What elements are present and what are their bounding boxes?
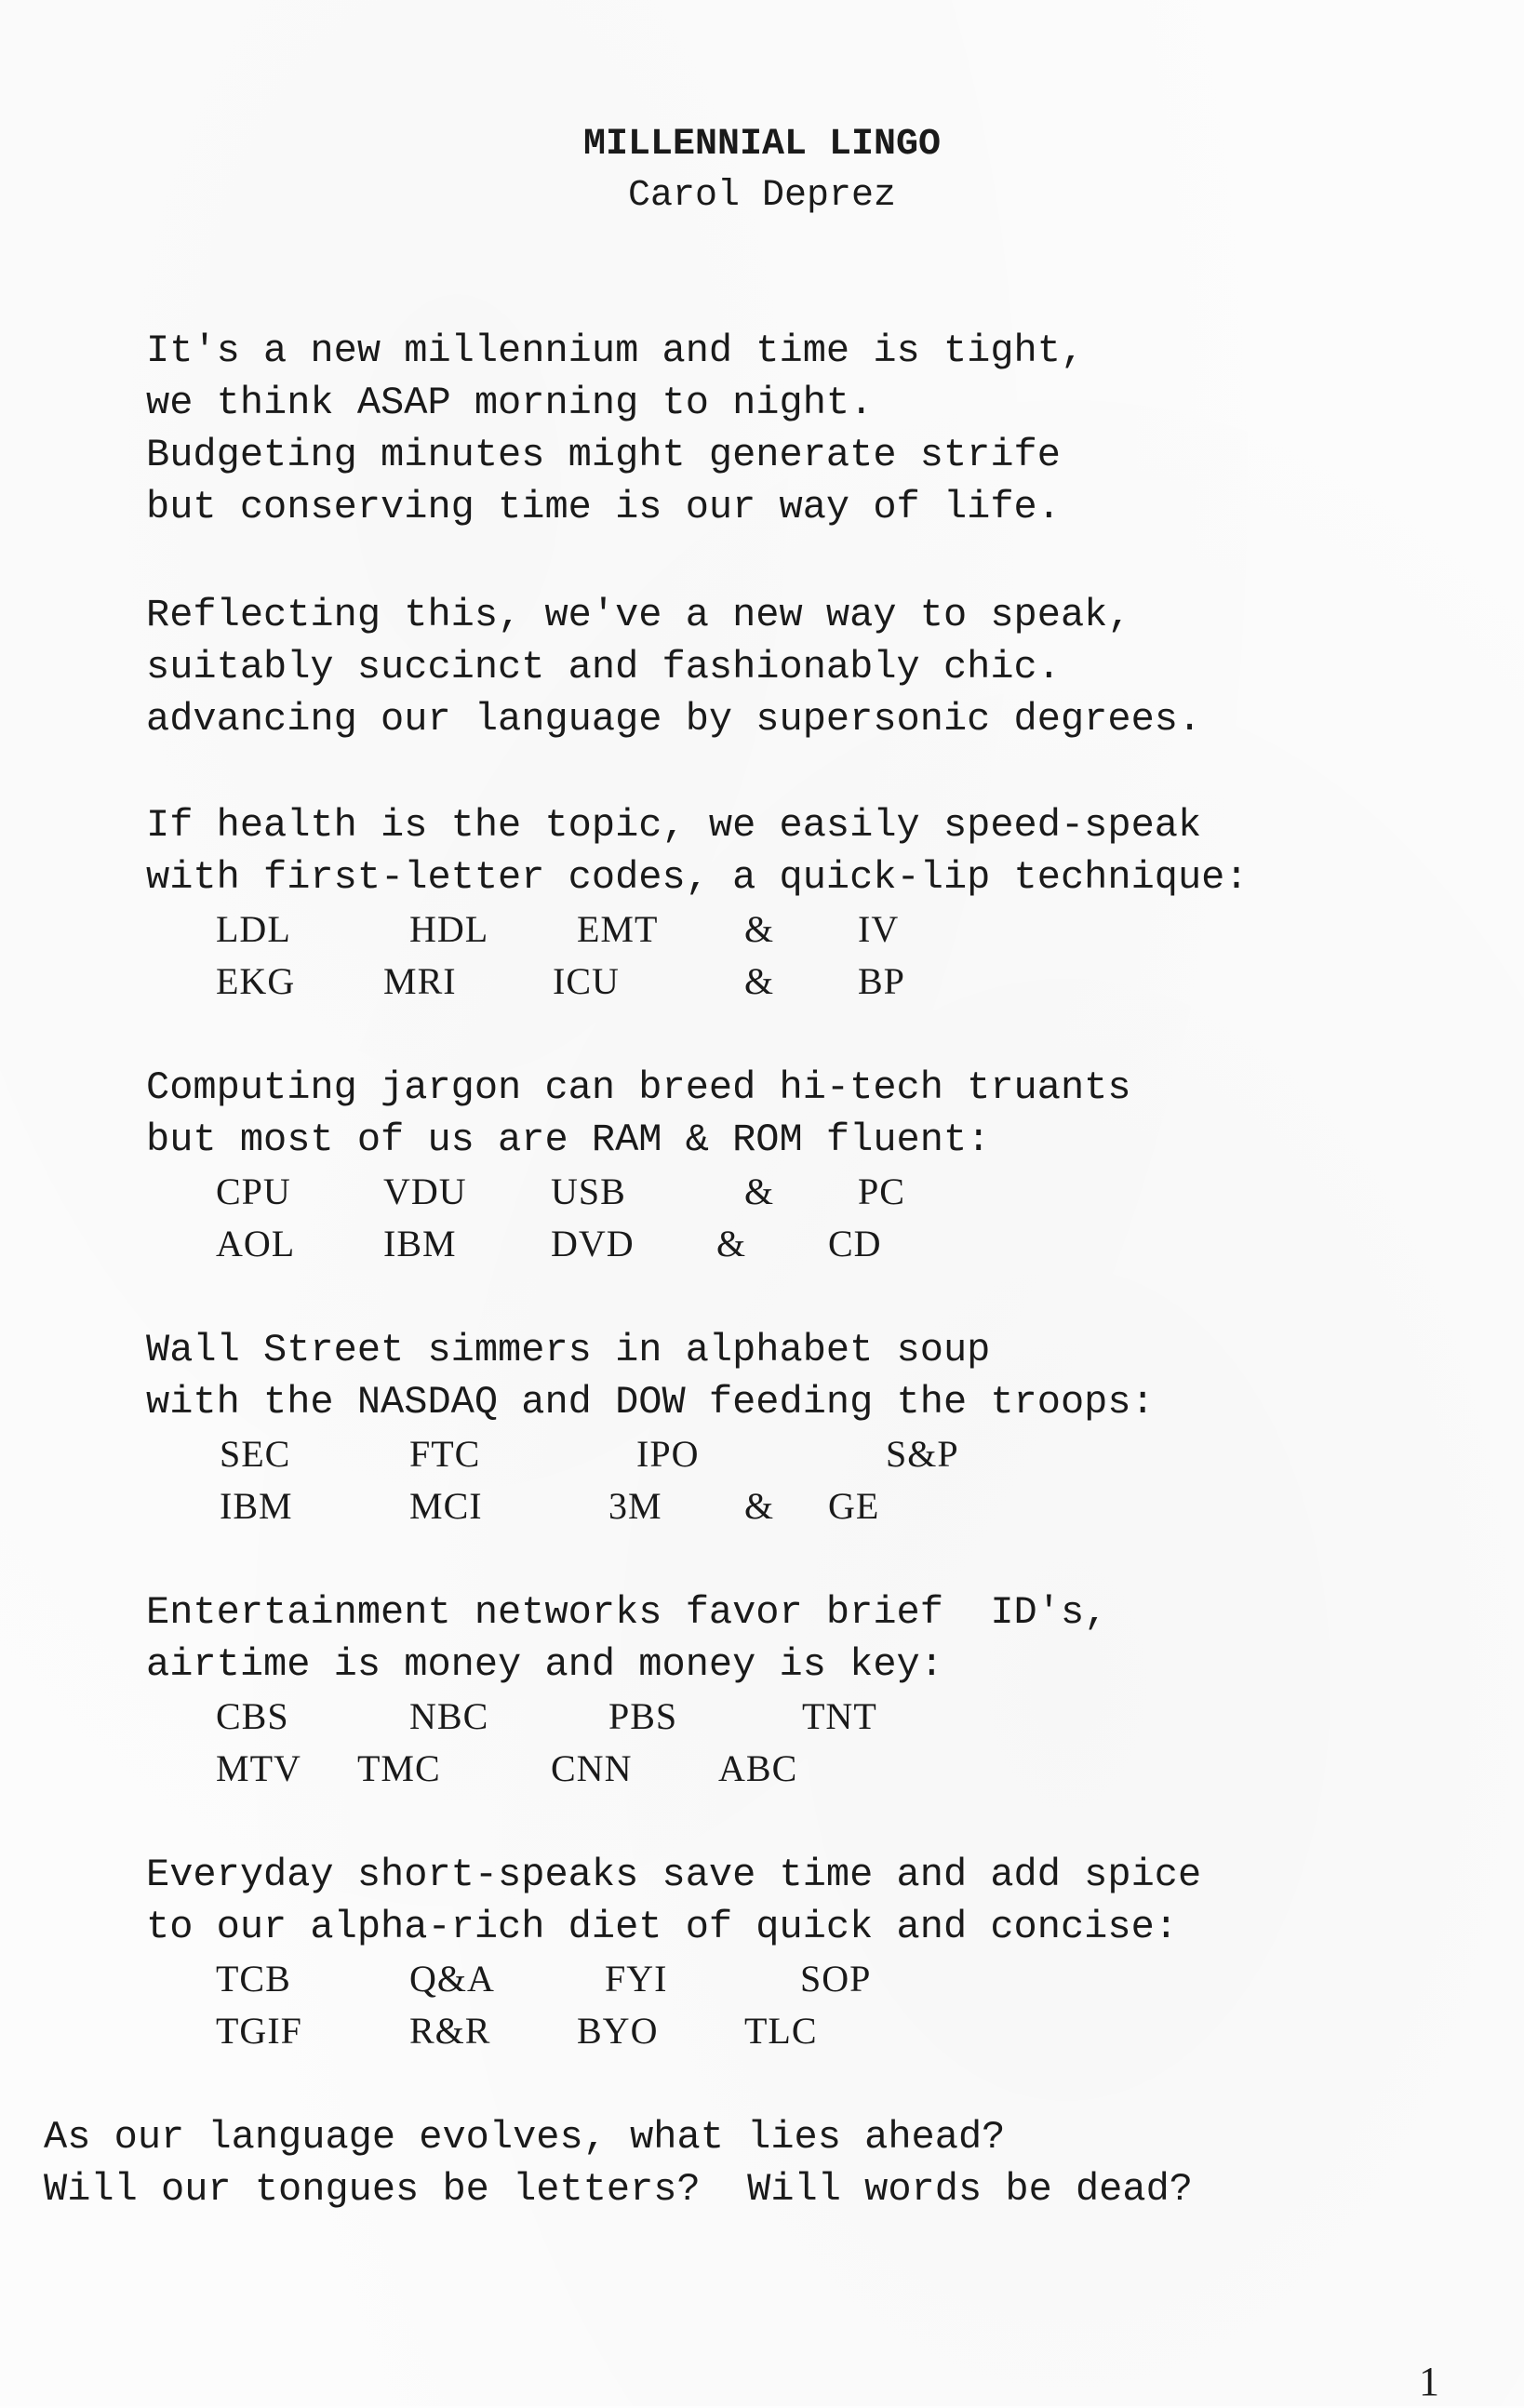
abbr-item: ABC bbox=[718, 1747, 798, 1789]
abbr-item: LDL bbox=[216, 908, 291, 950]
stanza-7-line-2: to our alpha-rich diet of quick and concise: bbox=[146, 1905, 1178, 1949]
stanza-4-line-2: but most of us are RAM & ROM fluent: bbox=[146, 1117, 991, 1162]
stanza-6-line-1: Entertainment networks favor brief ID's, bbox=[146, 1590, 1108, 1635]
abbr-item: AOL bbox=[216, 1223, 296, 1264]
abbr-item: IBM bbox=[383, 1223, 457, 1264]
abbr-item: S&P bbox=[886, 1433, 959, 1475]
stanza-6-line-2: airtime is money and money is key: bbox=[146, 1642, 943, 1687]
abbr-item: Q&A bbox=[409, 1958, 495, 2000]
abbr-item: BYO bbox=[577, 2010, 659, 2052]
abbr-item: MTV bbox=[216, 1747, 301, 1789]
stanza-2-line-1: Reflecting this, we've a new way to speak, bbox=[146, 593, 1131, 637]
abbr-item: TCB bbox=[216, 1958, 291, 2000]
abbr-item: EMT bbox=[577, 908, 659, 950]
closing-line-1: As our language evolves, what lies ahead? bbox=[44, 2115, 1006, 2160]
abbr-item: USB bbox=[551, 1171, 626, 1212]
stanza-3-line-2: with first-letter codes, a quick-lip technique: bbox=[146, 855, 1249, 900]
abbr-item: SEC bbox=[220, 1433, 291, 1475]
abbr-item: CNN bbox=[551, 1747, 633, 1789]
abbr-item: TLC bbox=[744, 2010, 818, 2052]
abbr-item: & bbox=[744, 908, 775, 950]
abbr-item: TNT bbox=[802, 1695, 877, 1737]
abbr-item: CBS bbox=[216, 1695, 289, 1737]
abbr-item: EKG bbox=[216, 960, 296, 1002]
abbr-item: TGIF bbox=[216, 2010, 302, 2052]
stanza-7-line-1: Everyday short-speaks save time and add spice bbox=[146, 1853, 1202, 1897]
abbr-item: & bbox=[744, 960, 775, 1002]
stanza-3-line-1: If health is the topic, we easily speed-speak bbox=[146, 803, 1202, 848]
stanza-2-line-3: advancing our language by supersonic degrees. bbox=[146, 697, 1202, 742]
abbr-item: IBM bbox=[220, 1485, 293, 1527]
abbr-item: PBS bbox=[608, 1695, 678, 1737]
abbr-item: CPU bbox=[216, 1171, 291, 1212]
abbr-item: DVD bbox=[551, 1223, 635, 1264]
abbr-item: & bbox=[744, 1171, 775, 1212]
abbr-item: 3M bbox=[608, 1485, 662, 1527]
closing-line-2: Will our tongues be letters? Will words be dead? bbox=[44, 2167, 1194, 2212]
stanza-1-line-3: Budgeting minutes might generate strife bbox=[146, 433, 1061, 477]
stanza-5-line-2: with the NASDAQ and DOW feeding the troops: bbox=[146, 1380, 1155, 1425]
abbr-item: FYI bbox=[605, 1958, 668, 2000]
poem-author: Carol Deprez bbox=[627, 175, 897, 217]
abbr-item: FTC bbox=[409, 1433, 481, 1475]
abbr-item: CD bbox=[828, 1223, 882, 1264]
abbr-item: PC bbox=[858, 1171, 905, 1212]
abbr-item: MRI bbox=[383, 960, 457, 1002]
abbr-item: ICU bbox=[553, 960, 620, 1002]
abbr-item: GE bbox=[828, 1485, 880, 1527]
stanza-1-line-1: It's a new millennium and time is tight, bbox=[146, 328, 1085, 373]
abbr-item: VDU bbox=[383, 1171, 467, 1212]
abbr-item: IV bbox=[858, 908, 900, 950]
abbr-item: & bbox=[716, 1223, 747, 1264]
abbr-item: NBC bbox=[409, 1695, 489, 1737]
abbr-item: R&R bbox=[409, 2010, 491, 2052]
abbr-item: IPO bbox=[636, 1433, 700, 1475]
stanza-4-line-1: Computing jargon can breed hi-tech truants bbox=[146, 1065, 1131, 1110]
page-number: 1 bbox=[1419, 2359, 1439, 2404]
abbr-item: & bbox=[744, 1485, 775, 1527]
poem-title: MILLENNIAL LINGO bbox=[582, 124, 942, 166]
stanza-2-line-2: suitably succinct and fashionably chic. bbox=[146, 645, 1061, 689]
abbr-item: HDL bbox=[409, 908, 489, 950]
abbr-item: SOP bbox=[800, 1958, 872, 2000]
abbr-item: BP bbox=[858, 960, 905, 1002]
stanza-1-line-4: but conserving time is our way of life. bbox=[146, 485, 1061, 529]
stanza-5-line-1: Wall Street simmers in alphabet soup bbox=[146, 1328, 991, 1372]
abbr-item: MCI bbox=[409, 1485, 483, 1527]
stanza-1-line-2: we think ASAP morning to night. bbox=[146, 381, 874, 425]
abbr-item: TMC bbox=[357, 1747, 441, 1789]
